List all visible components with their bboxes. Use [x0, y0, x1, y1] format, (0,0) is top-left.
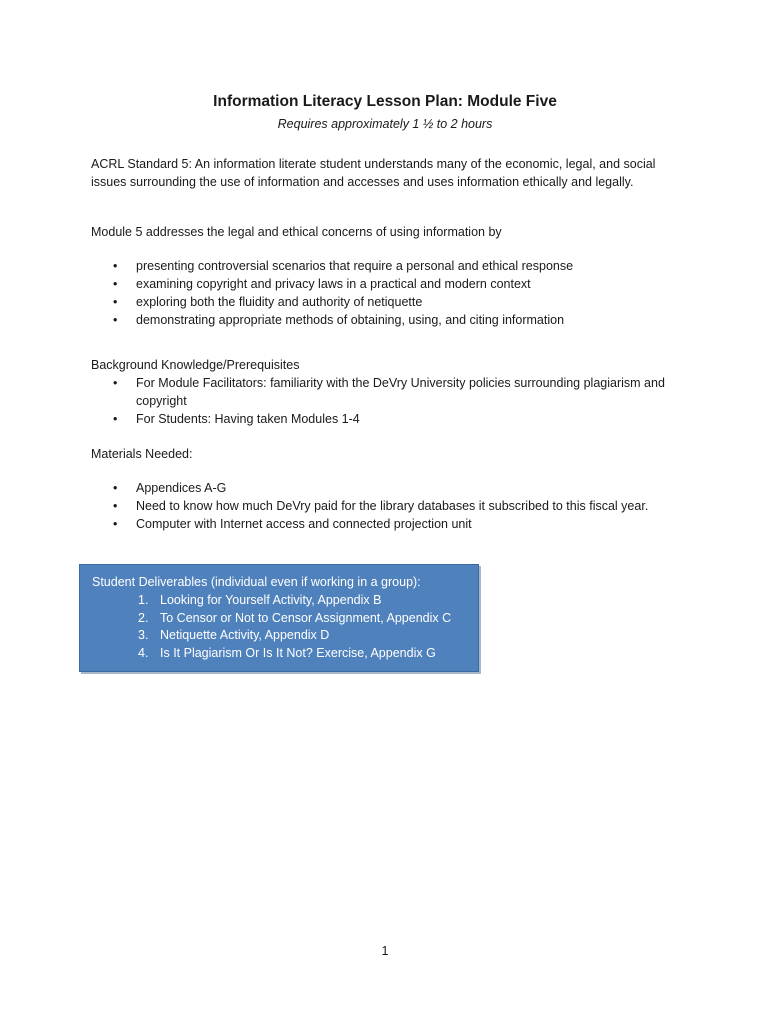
- bullet-icon: •: [113, 259, 118, 273]
- bullet-icon: •: [113, 481, 118, 495]
- page-number: 1: [381, 944, 389, 958]
- list-item-text: examining copyright and privacy laws in a practical and modern context: [136, 277, 531, 291]
- bullet-icon: •: [113, 295, 118, 309]
- list-item: [91, 275, 681, 293]
- materials-list: [91, 479, 681, 533]
- deliverables-box: [79, 564, 479, 672]
- item-number: 2.: [138, 610, 149, 625]
- bullet-icon: •: [113, 376, 118, 390]
- item-number: 1.: [138, 593, 149, 607]
- list-item: [80, 610, 451, 628]
- list-item-text: Looking for Yourself Activity, Appendix B: [160, 593, 382, 607]
- page-title: Information Literacy Lesson Plan: Module Five: [213, 93, 557, 110]
- list-item: [80, 592, 451, 610]
- list-item-text: Netiquette Activity, Appendix D: [160, 628, 330, 642]
- list-item: [80, 627, 451, 645]
- list-item-text: Need to know how much DeVry paid for the library databases it subscribed to this fiscal year.: [136, 499, 649, 513]
- list-item-text: Is It Plagiarism Or Is It Not? Exercise, Appendix G: [160, 645, 436, 660]
- page-subtitle: Requires approximately 1 ½ to 2 hours: [277, 117, 493, 131]
- list-item: [91, 311, 681, 329]
- item-number: 4.: [138, 645, 149, 660]
- item-number: 3.: [138, 628, 149, 642]
- list-item-text: demonstrating appropriate methods of obtaining, using, and citing information: [136, 313, 565, 327]
- list-item-text: presenting controversial scenarios that require a personal and ethical response: [136, 259, 574, 273]
- bullet-icon: •: [113, 412, 118, 426]
- module-items-list: [91, 257, 681, 329]
- list-item-text: To Censor or Not to Censor Assignment, Appendix C: [160, 610, 452, 625]
- standard-paragraph: ACRL Standard 5: An information literate student understands many of the economic, legal, and social issues surrounding the use of information and accesses and uses information ethically and legally.: [91, 157, 656, 189]
- list-item: [91, 479, 681, 497]
- materials-heading: Materials Needed:: [91, 447, 193, 461]
- deliverables-list: [80, 592, 451, 662]
- list-item-text: Computer with Internet access and connected projection unit: [136, 517, 472, 531]
- list-item: [91, 257, 681, 275]
- list-item-text: Appendices A-G: [136, 481, 227, 495]
- bullet-icon: •: [113, 277, 118, 291]
- list-item-text: exploring both the fluidity and authority of netiquette: [136, 295, 423, 309]
- list-item: [91, 497, 681, 515]
- list-item: [91, 374, 681, 410]
- list-item: [80, 645, 451, 663]
- bullet-icon: •: [113, 499, 118, 513]
- bullet-icon: •: [113, 517, 118, 531]
- list-item-text: For Module Facilitators: familiarity with the DeVry University policies surrounding plagiarism and copyright: [136, 376, 665, 408]
- list-item-text: For Students: Having taken Modules 1-4: [136, 412, 360, 426]
- list-item: [91, 515, 681, 533]
- background-list: [91, 374, 681, 428]
- list-item: [91, 410, 681, 428]
- list-item: [91, 293, 681, 311]
- module-intro-paragraph: Module 5 addresses the legal and ethical concerns of using information by: [91, 225, 502, 239]
- background-heading: Background Knowledge/Prerequisites: [91, 358, 300, 372]
- bullet-icon: •: [113, 313, 118, 327]
- deliverables-heading: Student Deliverables (individual even if working in a group):: [92, 575, 421, 589]
